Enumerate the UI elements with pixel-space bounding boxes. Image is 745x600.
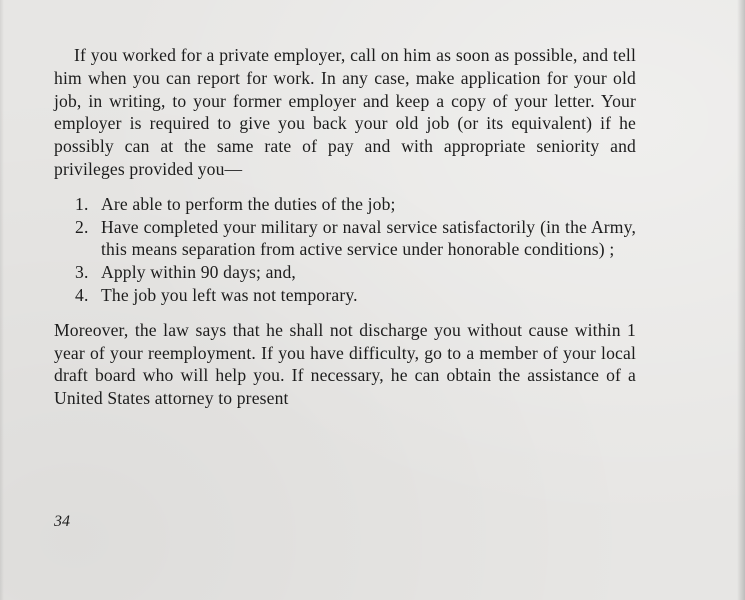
condition-number: 3. bbox=[75, 262, 89, 283]
condition-number: 4. bbox=[75, 284, 89, 305]
page-number: 34 bbox=[54, 513, 70, 530]
paragraph-employer: If you worked for a private employer, call on him as soon as possible, and tell him when you can report for work. In any case, make application for your old job, in writing, to your former employer and keep a copy of your letter. Your employer is required to give you back your old job (or its equivalent) if he possibly can at the same rate of pay and with appropriate seniority and privileges provided you— bbox=[54, 45, 636, 179]
page-shadow-right bbox=[737, 0, 745, 600]
paragraph-discharge: Moreover, the law says that he shall not discharge you without cause within 1 year of your reemployment. If you have difficulty, go to a member of your local draft board who will help you. If necessary, he can obtain the assistance of a United States attorney to present bbox=[54, 319, 636, 409]
condition-number: 1. bbox=[75, 193, 89, 214]
condition-number: 2. bbox=[75, 216, 89, 237]
condition-item bbox=[54, 216, 636, 262]
condition-text: Are able to perform the duties of the job; bbox=[101, 193, 396, 214]
condition-item bbox=[54, 261, 636, 284]
body-text bbox=[54, 44, 636, 410]
page-shadow-left bbox=[0, 0, 4, 600]
condition-text: Apply within 90 days; and, bbox=[101, 262, 296, 283]
condition-text: The job you left was not temporary. bbox=[101, 284, 358, 305]
condition-text: Have completed your military or naval service satisfactorily (in the Army, this means separation from active service under honorable conditions) ; bbox=[101, 216, 636, 260]
condition-item bbox=[54, 193, 636, 216]
condition-item bbox=[54, 284, 636, 307]
conditions-list bbox=[54, 193, 636, 307]
